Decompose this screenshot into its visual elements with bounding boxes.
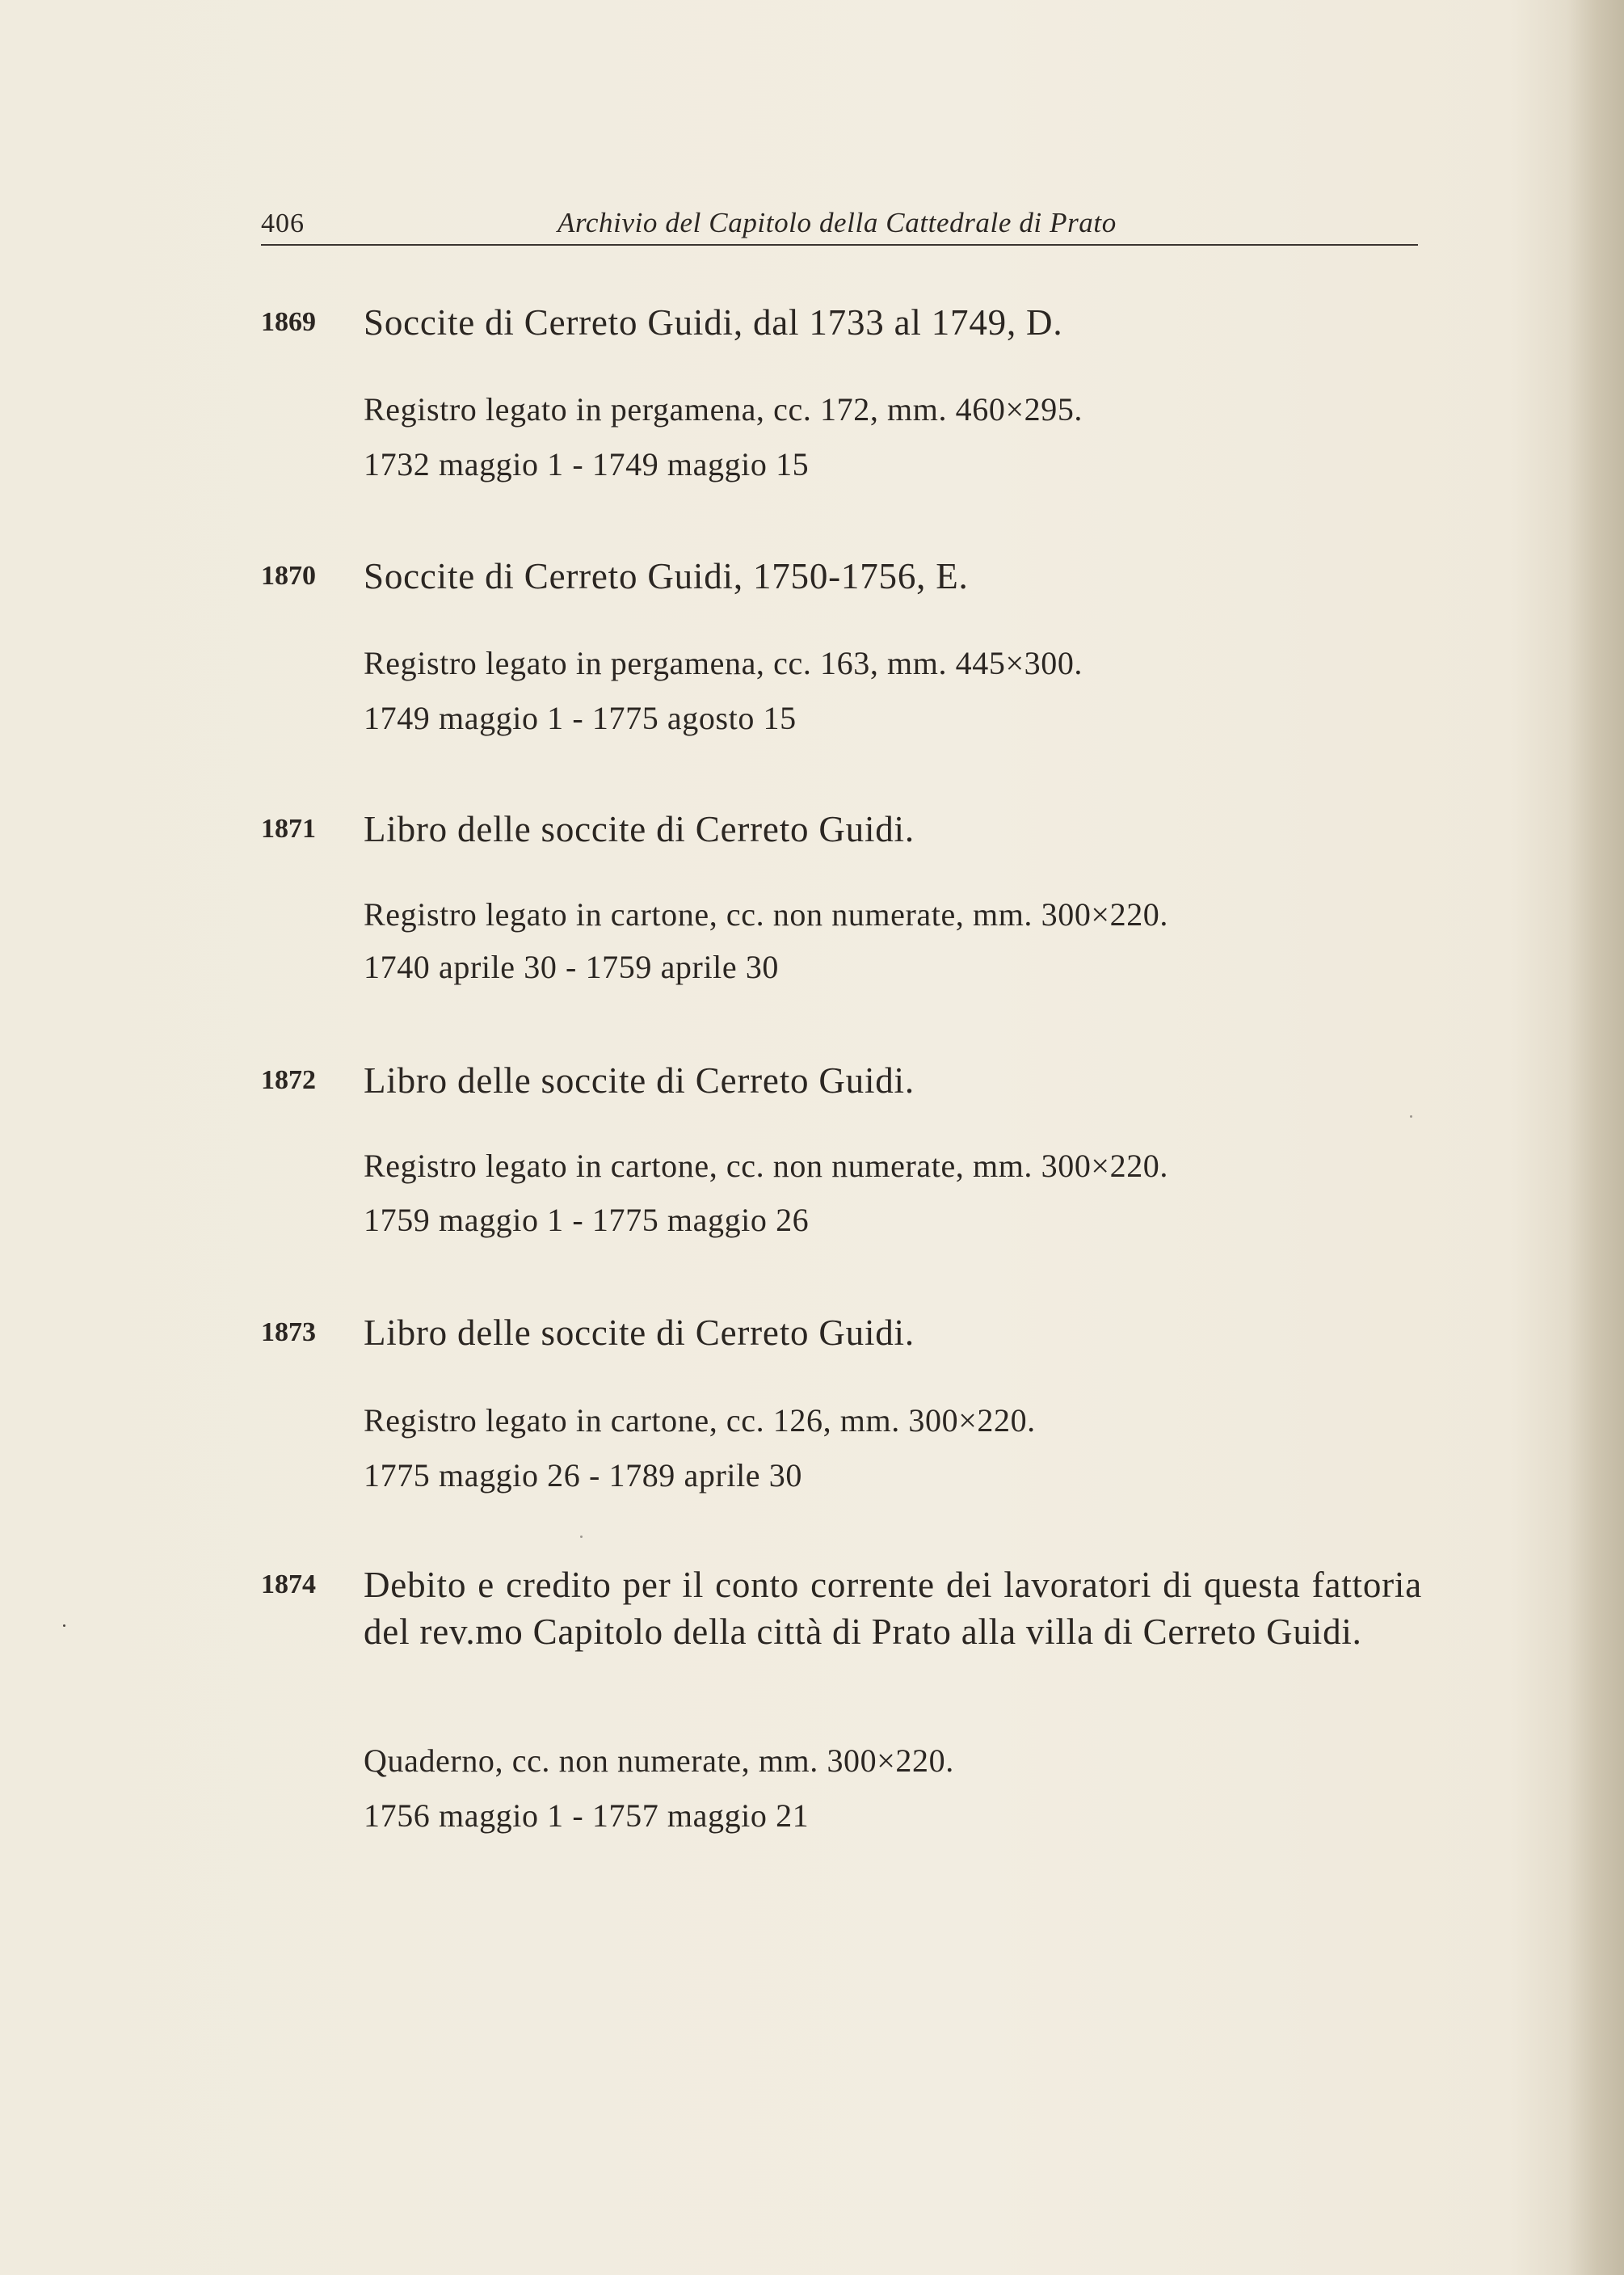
entry-title: Libro delle soccite di Cerreto Guidi. [364,809,915,849]
entry-description: Registro legato in pergamena, cc. 172, mm. 460×295. [364,391,1083,428]
entry-title: Soccite di Cerreto Guidi, dal 1733 al 1749, D. [364,302,1063,343]
entry-number: 1874 [261,1569,316,1599]
entry-title: Libro delle soccite di Cerreto Guidi. [364,1312,915,1353]
page-number: 406 [261,209,305,238]
running-header [261,204,1418,246]
entry-dates: 1749 maggio 1 - 1775 agosto 15 [364,700,797,736]
entry-dates: 1775 maggio 26 - 1789 aprile 30 [364,1457,802,1493]
entry-number: 1871 [261,814,316,844]
entry-description: Registro legato in cartone, cc. non numerate, mm. 300×220. [364,1148,1168,1184]
entry-number: 1873 [261,1317,316,1347]
paper-speck [63,1624,65,1627]
running-title: Archivio del Capitolo della Cattedrale di Prato [557,207,1117,238]
entry-description: Registro legato in cartone, cc. non numerate, mm. 300×220. [364,896,1168,933]
entry-description: Registro legato in pergamena, cc. 163, mm. 445×300. [364,645,1083,681]
entry-dates: 1756 maggio 1 - 1757 maggio 21 [364,1797,810,1834]
archive-entry [261,1309,1424,1511]
entry-dates: 1740 aprile 30 - 1759 aprile 30 [364,949,780,985]
entry-number: 1872 [261,1065,316,1095]
entry-title: Soccite di Cerreto Guidi, 1750-1756, E. [364,556,969,596]
entry-title: Libro delle soccite di Cerreto Guidi. [364,1060,915,1101]
archive-entry [261,1561,1424,1852]
entry-number: 1869 [261,307,316,337]
entry-number: 1870 [261,561,316,591]
paper-speck [580,1536,583,1538]
paper-speck [1410,1115,1412,1118]
entry-description: Quaderno, cc. non numerate, mm. 300×220. [364,1742,954,1779]
archive-entry [261,1057,1424,1259]
entry-dates: 1759 maggio 1 - 1775 maggio 26 [364,1202,810,1238]
archive-entry [261,553,1424,779]
archive-entry [261,806,1424,1008]
archive-entry [261,299,1424,525]
entry-title: Debito e credito per il conto corrente dei lavoratori di questa fattoria del rev.mo Capitolo della città di Prato alla villa di Cerreto Guidi. [364,1565,1422,1652]
entry-description: Registro legato in cartone, cc. 126, mm. 300×220. [364,1402,1036,1439]
entry-dates: 1732 maggio 1 - 1749 maggio 15 [364,446,810,482]
